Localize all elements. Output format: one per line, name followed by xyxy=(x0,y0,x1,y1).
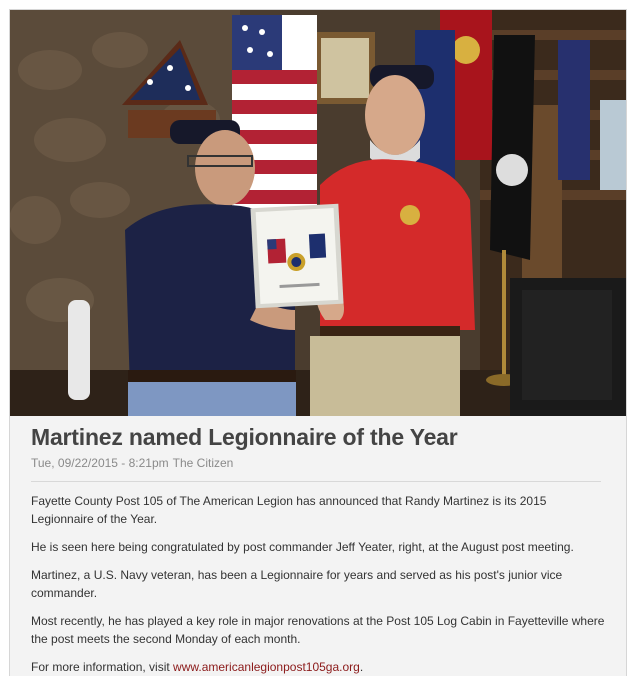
website-link[interactable]: www.americanlegionpost105ga.org xyxy=(173,660,360,674)
article-title[interactable]: Martinez named Legionnaire of the Year xyxy=(31,424,458,450)
article-card xyxy=(9,9,627,676)
more-info-paragraph xyxy=(31,658,609,676)
article-photo[interactable] xyxy=(10,10,626,416)
more-info-suffix: . xyxy=(359,660,364,674)
article-paragraph: Martinez, a U.S. Navy veteran, has been a Legionnaire for years and served as his post's junior vice commander. xyxy=(31,568,563,600)
article-paragraph: Fayette County Post 105 of The American Legion has announced that Randy Martinez is its 2015 Legionnaire of the Year. xyxy=(31,494,547,526)
article-body xyxy=(31,422,609,676)
more-info-prefix: For more information, visit xyxy=(31,660,174,674)
divider xyxy=(31,481,601,482)
article-meta xyxy=(31,455,609,471)
article-date: Tue, 09/22/2015 - 8:21pm xyxy=(31,456,169,470)
article-source[interactable]: The Citizen xyxy=(172,456,234,470)
article-paragraph: He is seen here being congratulated by post commander Jeff Yeater, right, at the August post meeting. xyxy=(31,540,574,554)
article-paragraph: Most recently, he has played a key role in major renovations at the Post 105 Log Cabin in Fayetteville where the post meets the second Monday of each month. xyxy=(31,614,605,646)
